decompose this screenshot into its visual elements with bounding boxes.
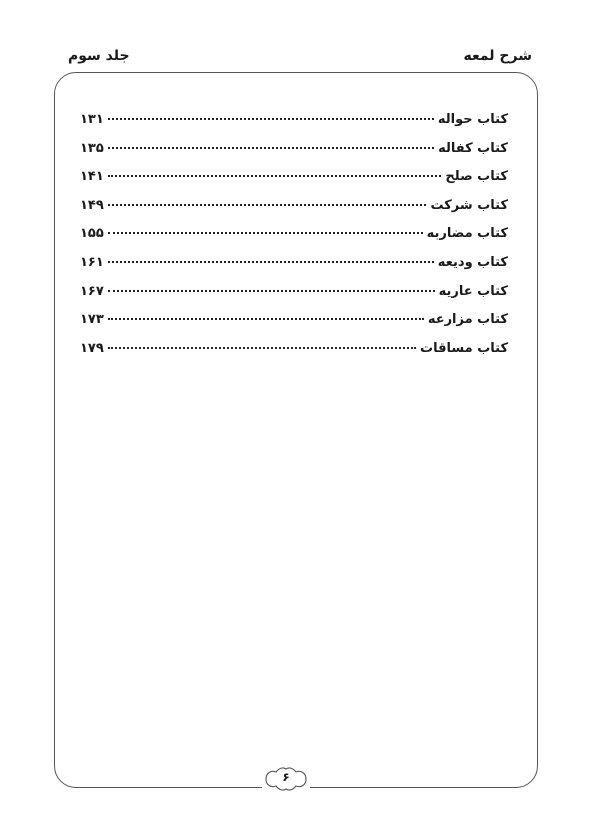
- toc-entry-page: ۱۶۱: [80, 254, 104, 270]
- toc-entry-page: ۱۷۹: [80, 340, 104, 356]
- toc-entry-title: کتاب مساقات: [420, 340, 508, 356]
- toc-entry-page: ۱۷۳: [80, 312, 104, 328]
- toc-entry[interactable]: [80, 112, 508, 141]
- toc-entry[interactable]: [80, 341, 508, 370]
- toc-entry-title: کتاب مزارعه: [427, 312, 508, 328]
- toc-entry-title: کتاب شرکت: [430, 197, 508, 213]
- toc-entry[interactable]: [80, 169, 508, 198]
- toc-entry[interactable]: [80, 312, 508, 341]
- toc-dot-leader: [108, 347, 416, 349]
- toc-entry[interactable]: [80, 141, 508, 170]
- toc-entry[interactable]: [80, 284, 508, 313]
- toc-entry-title: کتاب حواله: [437, 112, 508, 127]
- toc-entry-page: ۱۳۱: [80, 112, 104, 127]
- page-number-badge: [262, 766, 310, 792]
- toc-dot-leader: [108, 261, 434, 263]
- toc-dot-leader: [108, 175, 442, 177]
- toc-entry-page: ۱۴۹: [80, 197, 104, 213]
- toc-dot-leader: [108, 147, 434, 149]
- toc-entry[interactable]: [80, 198, 508, 227]
- page-number: ۶: [282, 770, 290, 784]
- toc-dot-leader: [108, 232, 423, 234]
- toc-entry-page: ۱۴۱: [80, 169, 104, 185]
- toc-dot-leader: [108, 204, 427, 206]
- toc-entry-title: کتاب عاریه: [438, 283, 508, 299]
- toc-dot-leader: [108, 318, 424, 320]
- volume-title: جلد سوم: [68, 48, 130, 64]
- toc-dot-leader: [108, 118, 434, 120]
- toc-entry[interactable]: [80, 255, 508, 284]
- toc-entry-title: کتاب صلح: [445, 169, 508, 185]
- toc-entry-title: کتاب کفاله: [438, 140, 508, 156]
- toc-entry[interactable]: [80, 226, 508, 255]
- table-of-contents: [80, 112, 508, 369]
- book-title: شرح لمعه: [463, 48, 532, 64]
- toc-entry-page: ۱۶۷: [80, 283, 104, 299]
- toc-dot-leader: [108, 290, 435, 292]
- toc-entry-title: کتاب ودیعه: [437, 254, 508, 270]
- toc-entry-page: ۱۳۵: [80, 140, 104, 156]
- running-header: [0, 48, 600, 70]
- toc-entry-title: کتاب مضاربه: [426, 226, 508, 242]
- toc-entry-page: ۱۵۵: [80, 226, 104, 242]
